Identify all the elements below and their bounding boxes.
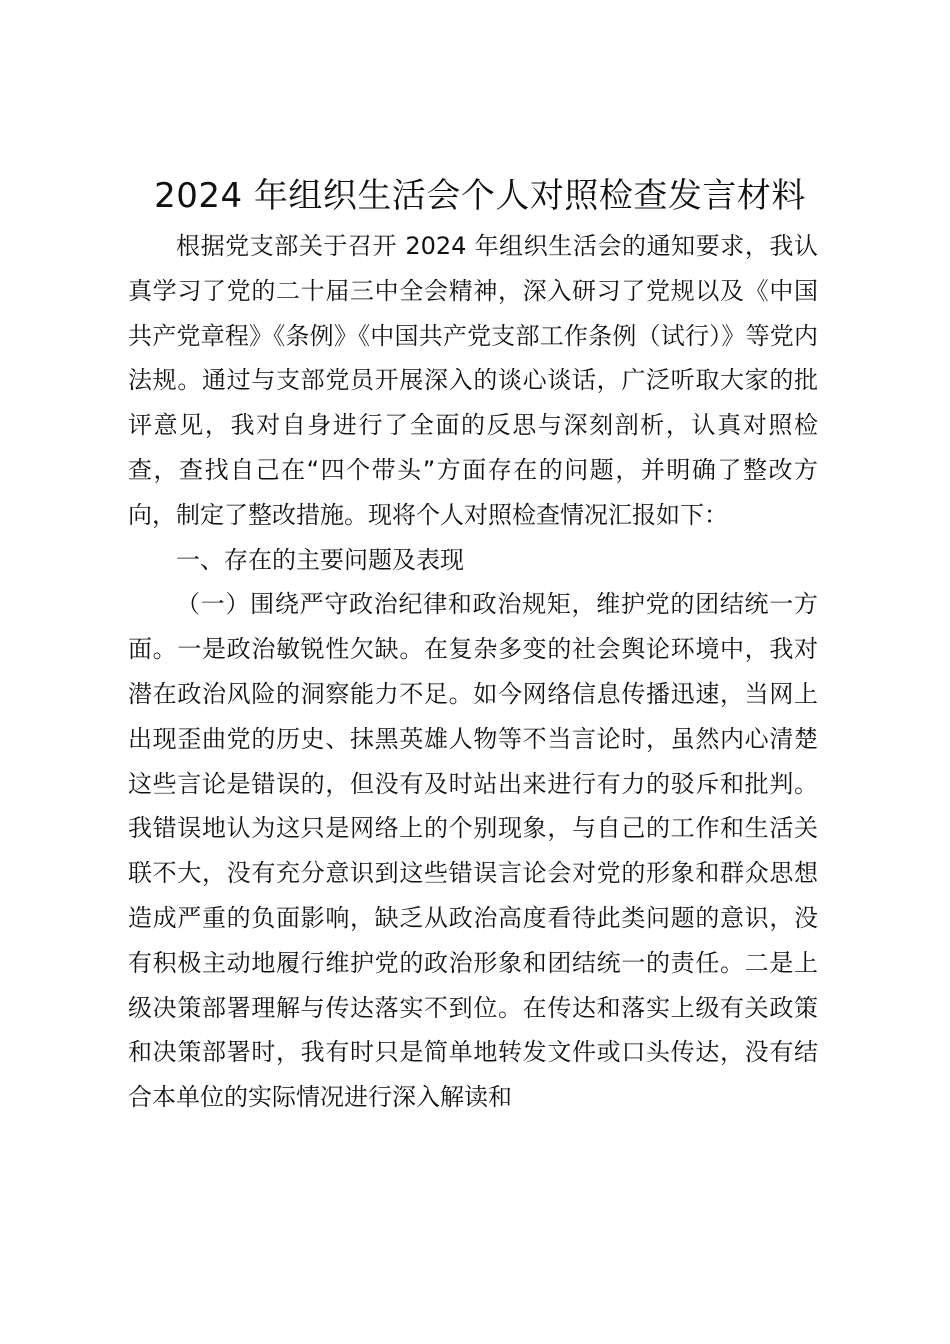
intro-paragraph: 根据党支部关于召开 2024 年组织生活会的通知要求，我认真学习了党的二十届三中全会精神，深入研习了党规以及《中国共产党章程》《条例》《中国共产党支部工作条例（试行）》等党内法规。通过与支部党员开展深入的谈心谈话，广泛听取大家的批评意见，我对自身进行了全面的反思与深刻剖析，认真对照检查，查找自己在“四个带头”方面存在的问题，并明确了整改方向，制定了整改措施。现将个人对照检查情况汇报如下： <box>128 232 818 529</box>
subsection-paragraph: （一）围绕严守政治纪律和政治规矩，维护党的团结统一方面。一是政治敏锐性欠缺。在复杂多变的社会舆论环境中，我对潜在政治风险的洞察能力不足。如今网络信息传播迅速，当网上出现歪曲党的历史、抹黑英雄人物等不当言论时，虽然内心清楚这些言论是错误的，但没有及时站出来进行有力的驳斥和批判。我错误地认为这只是网络上的个别现象，与自己的工作和生活关联不大，没有充分意识到这些错误言论会对党的形象和群众思想造成严重的负面影响，缺乏从政治高度看待此类问题的意识，没有积极主动地履行维护党的政治形象和团结统一的责任。二是上级决策部署理解与传达落实不到位。在传达和落实上级有关政策和决策部署时，我有时只是简单地转发文件或口头传达，没有结合本单位的实际情况进行深入解读和 <box>128 590 818 1112</box>
section-heading: 一、存在的主要问题及表现 <box>176 545 464 574</box>
document-body <box>128 224 818 1120</box>
document-title: 2024 年组织生活会个人对照检查发言材料 <box>154 176 806 216</box>
